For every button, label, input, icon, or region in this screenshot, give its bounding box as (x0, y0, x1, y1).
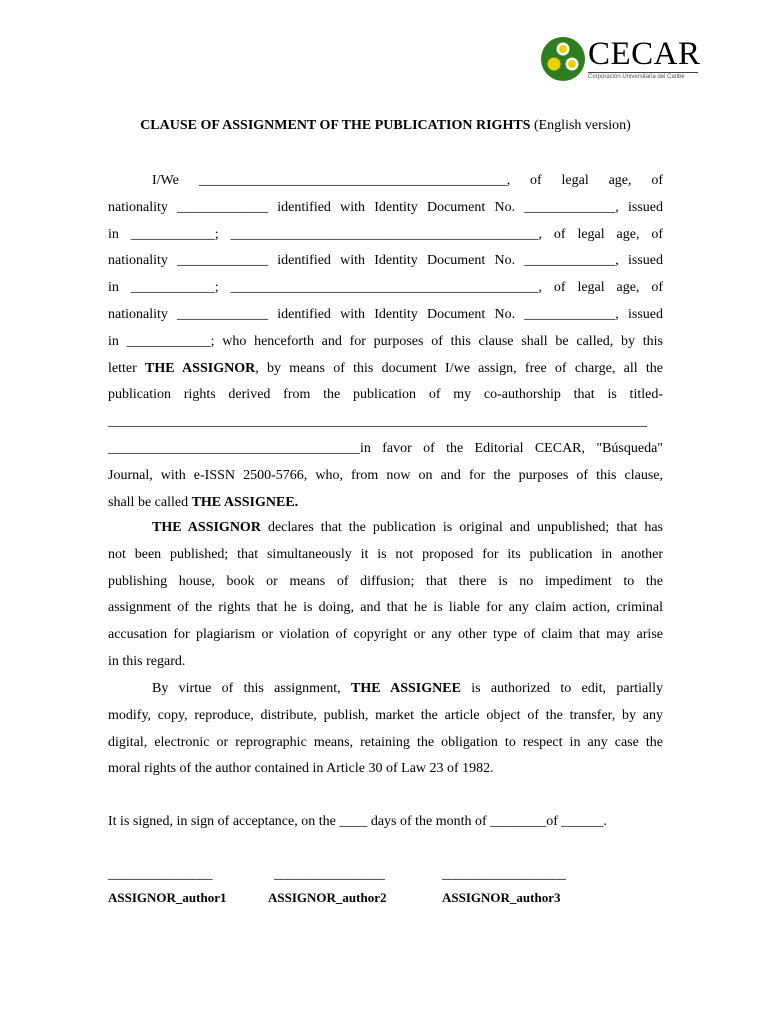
logo-subtitle: Corporación Universitaria del Caribe (588, 72, 698, 85)
title-bold: CLAUSE OF ASSIGNMENT OF THE PUBLICATION RIGHTS (140, 118, 531, 133)
paragraph-line: modify, copy, reproduce, distribute, publish, market the article object of the transfer, by any (108, 707, 663, 723)
declaration-paragraph (108, 515, 663, 676)
authorization-paragraph (108, 676, 663, 783)
paragraph-line: in ____________; who henceforth and for purposes of this clause shall be called, by this (108, 333, 663, 349)
text-segment: , by means of this document I/we assign, free of charge, all the (255, 360, 663, 376)
signature-line-2: _________________ (274, 867, 385, 882)
text-segment: is authorized to edit, partially (460, 681, 664, 696)
text-segment: shall be called (108, 494, 192, 510)
paragraph-line: nationality _____________ identified with Identity Document No. _____________, issued (108, 306, 663, 322)
paragraph-line: digital, electronic or reprographic means, retaining the obligation to respect in any case the (108, 734, 663, 750)
paragraph-line (108, 676, 663, 703)
paragraph-line: accusation for plagiarism or violation of copyright or any other type of claim that may arise (108, 627, 663, 643)
title-version: (English version) (530, 118, 631, 133)
logo-emblem-icon (540, 36, 586, 82)
paragraph-line: moral rights of the author contained in Article 30 of Law 23 of 1982. (108, 761, 494, 777)
paragraph-line: Journal, with e-ISSN 2500-5766, who, from now on and for the purposes of this clause, (108, 467, 663, 483)
paragraph-line: in ____________; ____________________________________________, of legal age, of (108, 226, 663, 242)
title-blank-line: _____________________________________________________________________________ (108, 414, 647, 430)
assignor-term: THE ASSIGNOR (145, 360, 256, 376)
paragraph-line: in ____________; ____________________________________________, of legal age, of (108, 280, 663, 296)
text-segment: By virtue of this assignment, (152, 681, 351, 696)
signature-line-3: ___________________ (442, 867, 566, 882)
signature-name-3: ASSIGNOR_author3 (442, 890, 561, 905)
text-segment: letter (108, 360, 146, 376)
paragraph-line (108, 515, 663, 542)
paragraph-line: publication rights derived from the publication of my co-authorship that is titled- (108, 387, 663, 403)
paragraph-line: nationality _____________ identified with Identity Document No. _____________, issued (108, 199, 663, 215)
paragraph-line: publishing house, book or means of diffusion; that there is no impediment to the (108, 573, 663, 589)
signature-name-1: ASSIGNOR_author1 (108, 890, 227, 905)
assignee-term: THE ASSIGNEE (351, 681, 461, 696)
paragraph-line: nationality _____________ identified with Identity Document No. _____________, issued (108, 253, 663, 269)
document-title (108, 116, 663, 136)
assignee-term: THE ASSIGNEE. (191, 494, 299, 510)
paragraph-line: ____________________________________in favor of the Editorial CECAR, "Búsqueda" (108, 440, 663, 456)
signature-name-2: ASSIGNOR_author2 (268, 890, 387, 905)
signing-statement: It is signed, in sign of acceptance, on the ____ days of the month of ________of ______. (108, 814, 607, 829)
paragraph-line (108, 490, 663, 517)
paragraph-line: in this regard. (108, 653, 186, 669)
assignment-paragraph (108, 168, 663, 516)
text-segment: declares that the publication is original and unpublished; that has (260, 520, 663, 535)
assignor-term: THE ASSIGNOR (152, 520, 261, 535)
signature-line-1: ________________ (108, 867, 212, 882)
paragraph-line: assignment of the rights that he is doing, and that he is liable for any claim action, criminal (108, 600, 663, 616)
paragraph-line: not been published; that simultaneously it is not proposed for its publication in another (108, 546, 663, 562)
paragraph-line: I/We ____________________________________________, of legal age, of (152, 173, 663, 188)
paragraph-line (108, 356, 663, 383)
cecar-logo (540, 34, 700, 84)
logo-wordmark: CECAR (588, 36, 701, 72)
